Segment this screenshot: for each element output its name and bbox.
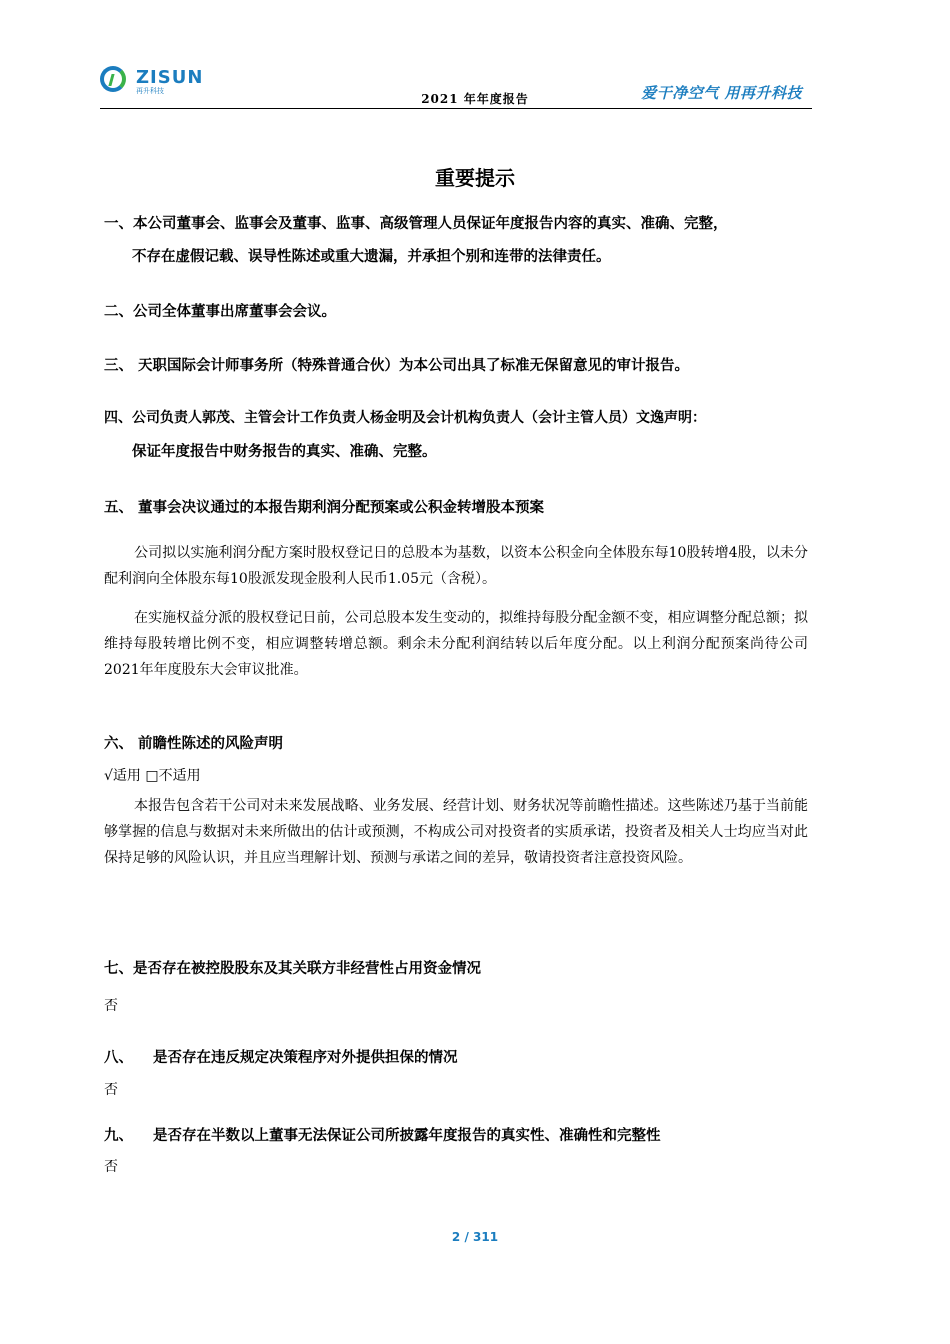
applicability-option: √适用 □不适用 <box>104 768 201 784</box>
item-5-paragraph-2 <box>104 605 808 683</box>
page-number: 2 / 311 <box>451 1230 499 1244</box>
logo-subtitle: 再升科技 <box>136 87 164 95</box>
item-4-line-2: 保证年度报告中财务报告的真实、准确、完整。 <box>132 444 437 460</box>
item-3: 三、 天职国际会计师事务所（特殊普通合伙）为本公司出具了标准无保留意见的审计报告。 <box>104 358 690 374</box>
item-5-paragraph-1 <box>104 540 808 592</box>
item-8-number: 八、 <box>104 1050 133 1066</box>
item-1-line-2: 不存在虚假记载、误导性陈述或重大遗漏，并承担个别和连带的法律责任。 <box>132 249 611 265</box>
item-2: 二、公司全体董事出席董事会会议。 <box>104 304 336 320</box>
item-8-heading: 是否存在违反规定决策程序对外提供担保的情况 <box>153 1050 458 1066</box>
slogan: 爱干净空气 用再升科技 <box>641 84 802 102</box>
item-5-heading: 五、 董事会决议通过的本报告期利润分配预案或公积金转增股本预案 <box>104 500 545 516</box>
item-1-line-1: 一、本公司董事会、监事会及董事、监事、高级管理人员保证年度报告内容的真实、准确、完整， <box>104 216 728 232</box>
header-divider <box>100 108 812 109</box>
logo-brand: ZISUN <box>136 67 204 88</box>
page-title: 重要提示 <box>435 166 515 190</box>
item-7-heading: 七、是否存在被控股股东及其关联方非经营性占用资金情况 <box>104 961 481 977</box>
report-title: 2021 年年度报告 <box>421 92 529 106</box>
item-9-heading: 是否存在半数以上董事无法保证公司所披露年度报告的真实性、准确性和完整性 <box>153 1128 661 1144</box>
item-4-line-1: 四、公司负责人郭茂、主管会计工作负责人杨金明及会计机构负责人（会计主管人员）文逸声明： <box>104 410 706 426</box>
item-9-answer: 否 <box>104 1159 118 1175</box>
page-header <box>0 0 950 110</box>
logo-mark-icon <box>100 66 126 92</box>
item-8-answer: 否 <box>104 1082 118 1098</box>
item-5-paragraph-1-text: 公司拟以实施利润分配方案时股权登记日的总股本为基数，以资本公积金向全体股东每10股转增4股，以未分配利润向全体股东每10股派发现金股利人民币1.05元（含税）。 <box>104 545 808 587</box>
item-9-number: 九、 <box>104 1128 133 1144</box>
item-6-paragraph-text: 本报告包含若干公司对未来发展战略、业务发展、经营计划、财务状况等前瞻性描述。这些陈述乃基于当前能够掌握的信息与数据对未来所做出的估计或预测，不构成公司对投资者的实质承诺，投资者及相关人士均应当对此保持足够的风险认识，并且应当理解计划、预测与承诺之间的差异，敬请投资者注意投资风险。 <box>104 798 808 866</box>
item-6-paragraph <box>104 793 808 871</box>
item-6-heading: 六、 前瞻性陈述的风险声明 <box>104 736 284 752</box>
item-5-paragraph-2-text: 在实施权益分派的股权登记日前，公司总股本发生变动的，拟维持每股分配金额不变，相应调整分配总额；拟维持每股转增比例不变，相应调整转增总额。剩余未分配利润结转以后年度分配。以上利润分配预案尚待公司 2021年年度股东大会审议批准。 <box>104 610 808 678</box>
item-7-answer: 否 <box>104 998 118 1014</box>
